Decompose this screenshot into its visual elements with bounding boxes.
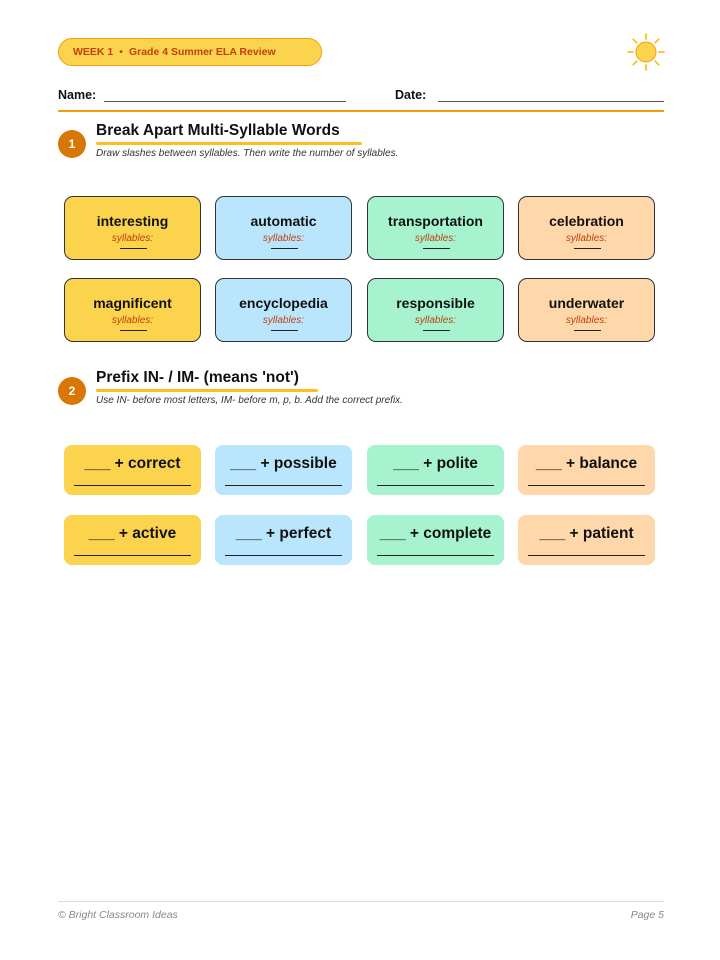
syllables-answer-blank[interactable] — [120, 248, 147, 249]
prefix-card — [64, 445, 201, 495]
syllables-label: syllables: — [262, 315, 305, 326]
banner-separator: • — [119, 46, 123, 58]
date-label: Date: — [395, 88, 427, 102]
word-text: encyclopedia — [239, 295, 328, 311]
week-banner — [58, 38, 322, 66]
word-text: underwater — [548, 295, 625, 311]
section-2-badge: 2 — [58, 377, 86, 405]
page-number: Page 5 — [630, 909, 664, 921]
sun-icon — [626, 32, 666, 72]
word-card — [518, 278, 655, 342]
word-card — [518, 196, 655, 260]
syllables-label: syllables: — [111, 315, 154, 326]
syllables-label: syllables: — [565, 315, 608, 326]
prefix-answer-blank[interactable] — [225, 485, 342, 486]
prefix-answer-blank[interactable] — [225, 555, 342, 556]
syllables-answer-blank[interactable] — [271, 248, 298, 249]
prefix-expression: ___ + perfect — [235, 525, 332, 542]
section-2-instructions: Use IN- before most letters, IM- before m, p, b. Add the correct prefix. — [96, 395, 403, 406]
prefix-card — [367, 515, 504, 565]
syllables-answer-blank[interactable] — [423, 248, 450, 249]
prefix-expression: ___ + balance — [535, 455, 638, 472]
syllables-answer-blank[interactable] — [120, 330, 147, 331]
prefix-expression: ___ + polite — [393, 455, 478, 472]
prefix-answer-blank[interactable] — [377, 485, 494, 486]
syllables-label: syllables: — [565, 233, 608, 244]
prefix-expression: ___ + correct — [84, 455, 181, 472]
date-field[interactable] — [438, 101, 664, 102]
name-field[interactable] — [104, 101, 346, 102]
week-label: WEEK 1 — [73, 46, 114, 58]
syllables-answer-blank[interactable] — [574, 330, 601, 331]
word-card — [367, 196, 504, 260]
prefix-expression: ___ + possible — [230, 455, 337, 472]
word-text: magnificent — [93, 295, 172, 311]
prefix-card — [215, 445, 352, 495]
name-label: Name: — [58, 88, 97, 102]
section-1-instructions: Draw slashes between syllables. Then write the number of syllables. — [96, 148, 399, 159]
word-text: celebration — [549, 213, 624, 229]
prefix-card — [64, 515, 201, 565]
section-2-underline — [96, 389, 318, 392]
prefix-expression: ___ + complete — [379, 525, 492, 542]
syllables-label: syllables: — [414, 315, 457, 326]
prefix-answer-blank[interactable] — [377, 555, 494, 556]
syllables-answer-blank[interactable] — [271, 330, 298, 331]
section-2-title: Prefix IN- / IM- (means 'not') — [96, 369, 299, 386]
word-card — [64, 278, 201, 342]
prefix-expression: ___ + active — [88, 525, 177, 542]
syllables-answer-blank[interactable] — [574, 248, 601, 249]
section-1-badge: 1 — [58, 130, 86, 158]
word-text: automatic — [250, 213, 317, 229]
word-card — [367, 278, 504, 342]
syllables-label: syllables: — [414, 233, 457, 244]
prefix-card — [518, 515, 655, 565]
syllables-label: syllables: — [111, 233, 154, 244]
footer-credit: © Bright Classroom Ideas — [58, 909, 178, 921]
footer-divider — [58, 901, 664, 902]
header-divider — [58, 110, 664, 112]
name-date-row — [58, 88, 664, 108]
word-text: responsible — [396, 295, 475, 311]
prefix-card — [367, 445, 504, 495]
prefix-answer-blank[interactable] — [528, 555, 645, 556]
prefix-card — [215, 515, 352, 565]
word-card — [215, 196, 352, 260]
word-card — [215, 278, 352, 342]
prefix-expression: ___ + patient — [539, 525, 634, 542]
prefix-answer-blank[interactable] — [74, 485, 191, 486]
word-card — [64, 196, 201, 260]
syllables-label: syllables: — [262, 233, 305, 244]
section-1-title: Break Apart Multi-Syllable Words — [96, 122, 340, 139]
word-text: transportation — [388, 213, 483, 229]
section-1-underline — [96, 142, 362, 145]
prefix-card — [518, 445, 655, 495]
syllables-answer-blank[interactable] — [423, 330, 450, 331]
word-text: interesting — [96, 213, 169, 229]
prefix-answer-blank[interactable] — [74, 555, 191, 556]
banner-subtitle: Grade 4 Summer ELA Review — [128, 46, 276, 58]
prefix-answer-blank[interactable] — [528, 485, 645, 486]
